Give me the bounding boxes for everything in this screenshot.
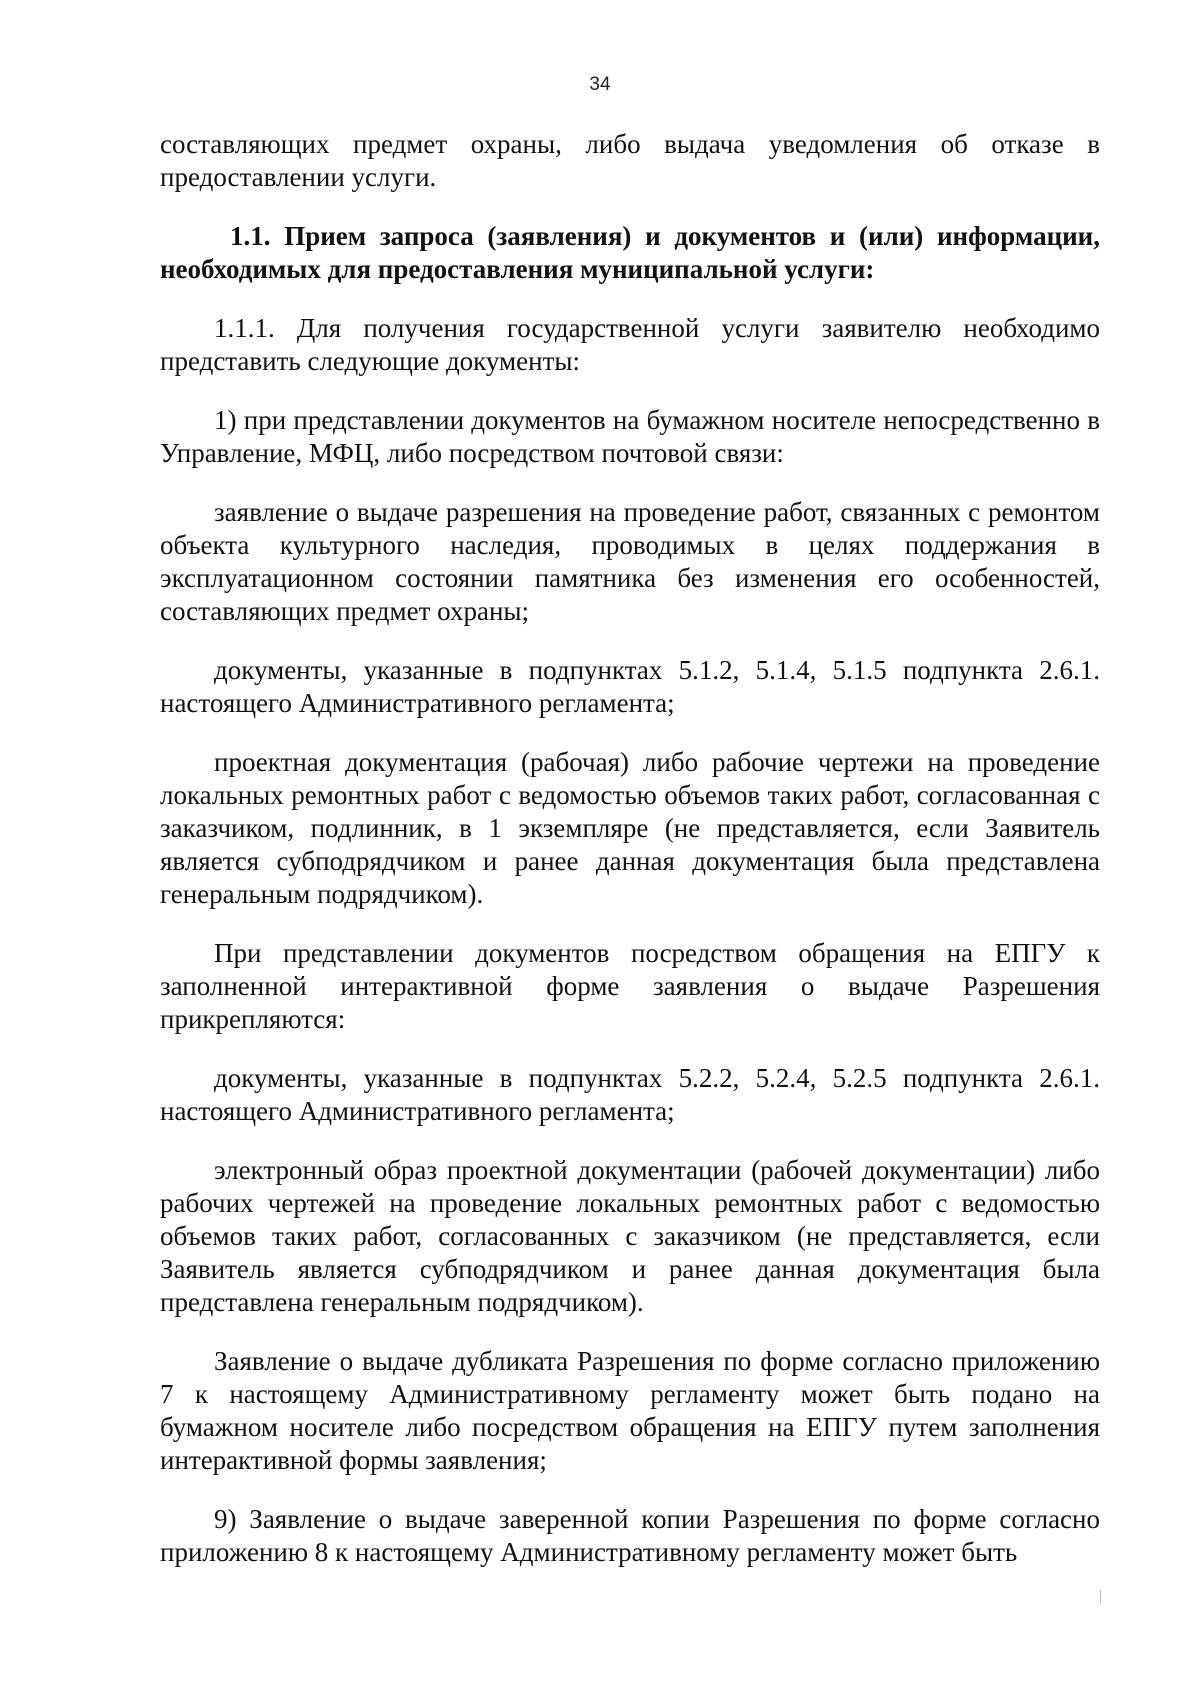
paragraph-item-1: 1) при представлении документов на бумажном носителе непосредственно в Управление, МФЦ, либо посредством почтовой связи: <box>160 405 1100 468</box>
paragraph-project-documentation: проектная документация (рабочая) либо рабочие чертежи на проведение локальных ремонтных работ с ведомостью объемов таких работ, согласованная с заказчиком, подлинник, в 1 экземпляре (не представляется, если Заявитель является субподрядчиком и ранее данная документация была представлена генеральным подрядчиком). <box>160 747 1100 909</box>
paragraph-item-9: 9) Заявление о выдаче заверенной копии Разрешения по форме согласно приложению 8 к настоящему Административному регламенту может быть <box>160 1504 1100 1567</box>
paragraph-epgu-submission: При представлении документов посредством обращения на ЕПГУ к заполненной интерактивной форме заявления о выдаче Разрешения прикрепляются: <box>160 938 1100 1034</box>
section-heading: 1.1. Прием запроса (заявления) и документов и (или) информации, необходимых для предоставления муниципальной услуги: <box>160 221 1100 284</box>
scan-artifact <box>1100 1590 1101 1604</box>
page-number: 34 <box>589 74 611 95</box>
paragraph-documents-electronic: документы, указанные в подпунктах 5.2.2, 5.2.4, 5.2.5 подпункта 2.6.1. настоящего Административного регламента; <box>160 1063 1100 1126</box>
paragraph-continuation: составляющих предмет охраны, либо выдача уведомления об отказе в предоставлении услуги. <box>160 129 1100 192</box>
paragraph-electronic-image: электронный образ проектной документации (рабочей документации) либо рабочих чертежей на проведение локальных ремонтных работ с ведомостью объемов таких работ, согласованных с заказчиком (не представляется, если Заявитель является субподрядчиком и ранее данная документация была представлена генеральным подрядчиком). <box>160 1155 1100 1317</box>
paragraph-application-statement: заявление о выдаче разрешения на проведение работ, связанных с ремонтом объекта культурного наследия, проводимых в целях поддержания в эксплуатационном состоянии памятника без изменения его особенностей, составляющих предмет охраны; <box>160 497 1100 626</box>
document-body <box>160 128 1100 1593</box>
paragraph-documents-paper: документы, указанные в подпунктах 5.1.2, 5.1.4, 5.1.5 подпункта 2.6.1. настоящего Административного регламента; <box>160 655 1100 718</box>
paragraph-duplicate-request: Заявление о выдаче дубликата Разрешения по форме согласно приложению 7 к настоящему Административному регламенту может быть подано на бумажном носителе либо посредством обращения на ЕПГУ путем заполнения интерактивной формы заявления; <box>160 1346 1100 1475</box>
paragraph-1-1-1: 1.1.1. Для получения государственной услуги заявителю необходимо представить следующие документы: <box>160 313 1100 376</box>
